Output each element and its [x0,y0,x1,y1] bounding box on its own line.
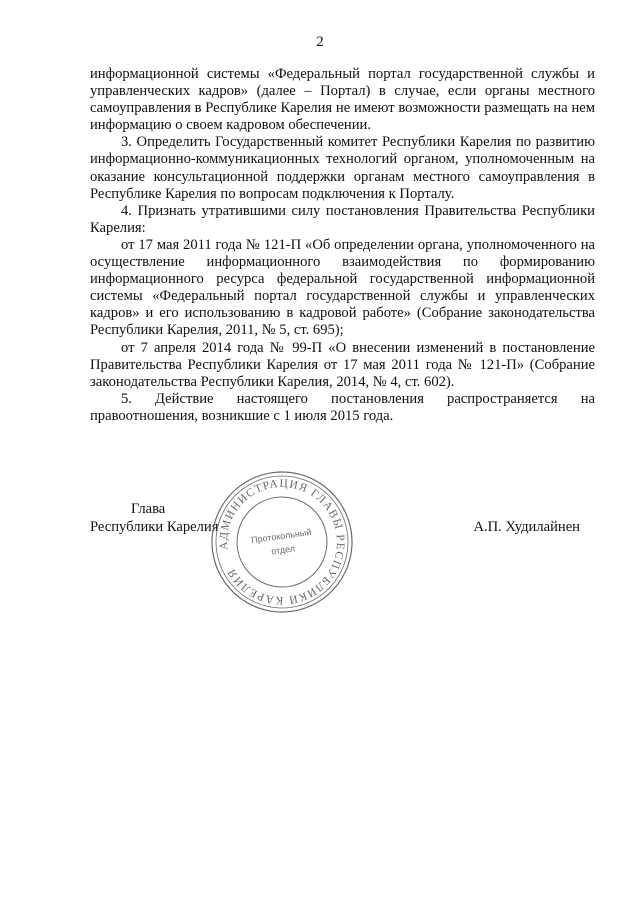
stamp-outer-ring [208,468,356,616]
paragraph-repealed-act-2: от 7 апреля 2014 года № 99-П «О внесении изменений в постановление Правительства Республики Карелия от 17 мая 2011 года № 121-П» (Собрание законодательства Республики Карелия, 2014, № 4, ст. 602). [90,339,595,390]
signatory-role-line2: Республики Карелия [90,519,219,535]
official-stamp [208,468,356,616]
paragraph-item-4: 4. Признать утратившими силу постановления Правительства Республики Карелия: [90,202,595,236]
stamp-inner-ring [231,491,333,593]
signatory-title [90,500,218,536]
signatory-name: А.П. Худилайнен [473,519,580,535]
stamp-outer-ring-inner [208,468,356,616]
stamp-ring-text: АДМИНИСТРАЦИЯ ГЛАВЫ РЕСПУБЛИКИ КАРЕЛИЯ [217,477,347,607]
stamp-center-line1: Протокольный [250,526,312,546]
paragraph-repealed-act-1: от 17 мая 2011 года № 121-П «Об определении органа, уполномоченного на осуществление информационного взаимодействия по формированию информационного ресурса федеральной государственной информационной системы «Федеральный портал государственной службы и управленческих кадров» и его использованию в кадровой работе» (Собрание законодательства Республики Карелия, 2011, № 5, ст. 695); [90,236,595,339]
document-body [90,66,595,425]
signatory-role-line1: Глава [131,501,166,517]
page-number: 2 [316,34,324,50]
paragraph-item-5: 5. Действие настоящего постановления распространяется на правоотношения, возникшие с 1 июля 2015 года. [90,390,595,424]
stamp-center-line2: отдел [270,543,296,557]
paragraph-item-3: 3. Определить Государственный комитет Республики Карелия по развитию информационно-коммуникационных технологий органом, уполномоченным на оказание консультационной поддержки органам местного самоуправления в Республике Карелия по вопросам подключения к Порталу. [90,134,595,202]
paragraph-continuation: информационной системы «Федеральный портал государственной службы и управленческих кадров» (далее – Портал) в случае, если органы местного самоуправления в Республике Карелия не имеют возможности размещать на нем информацию о своем кадровом обеспечении. [90,66,595,134]
